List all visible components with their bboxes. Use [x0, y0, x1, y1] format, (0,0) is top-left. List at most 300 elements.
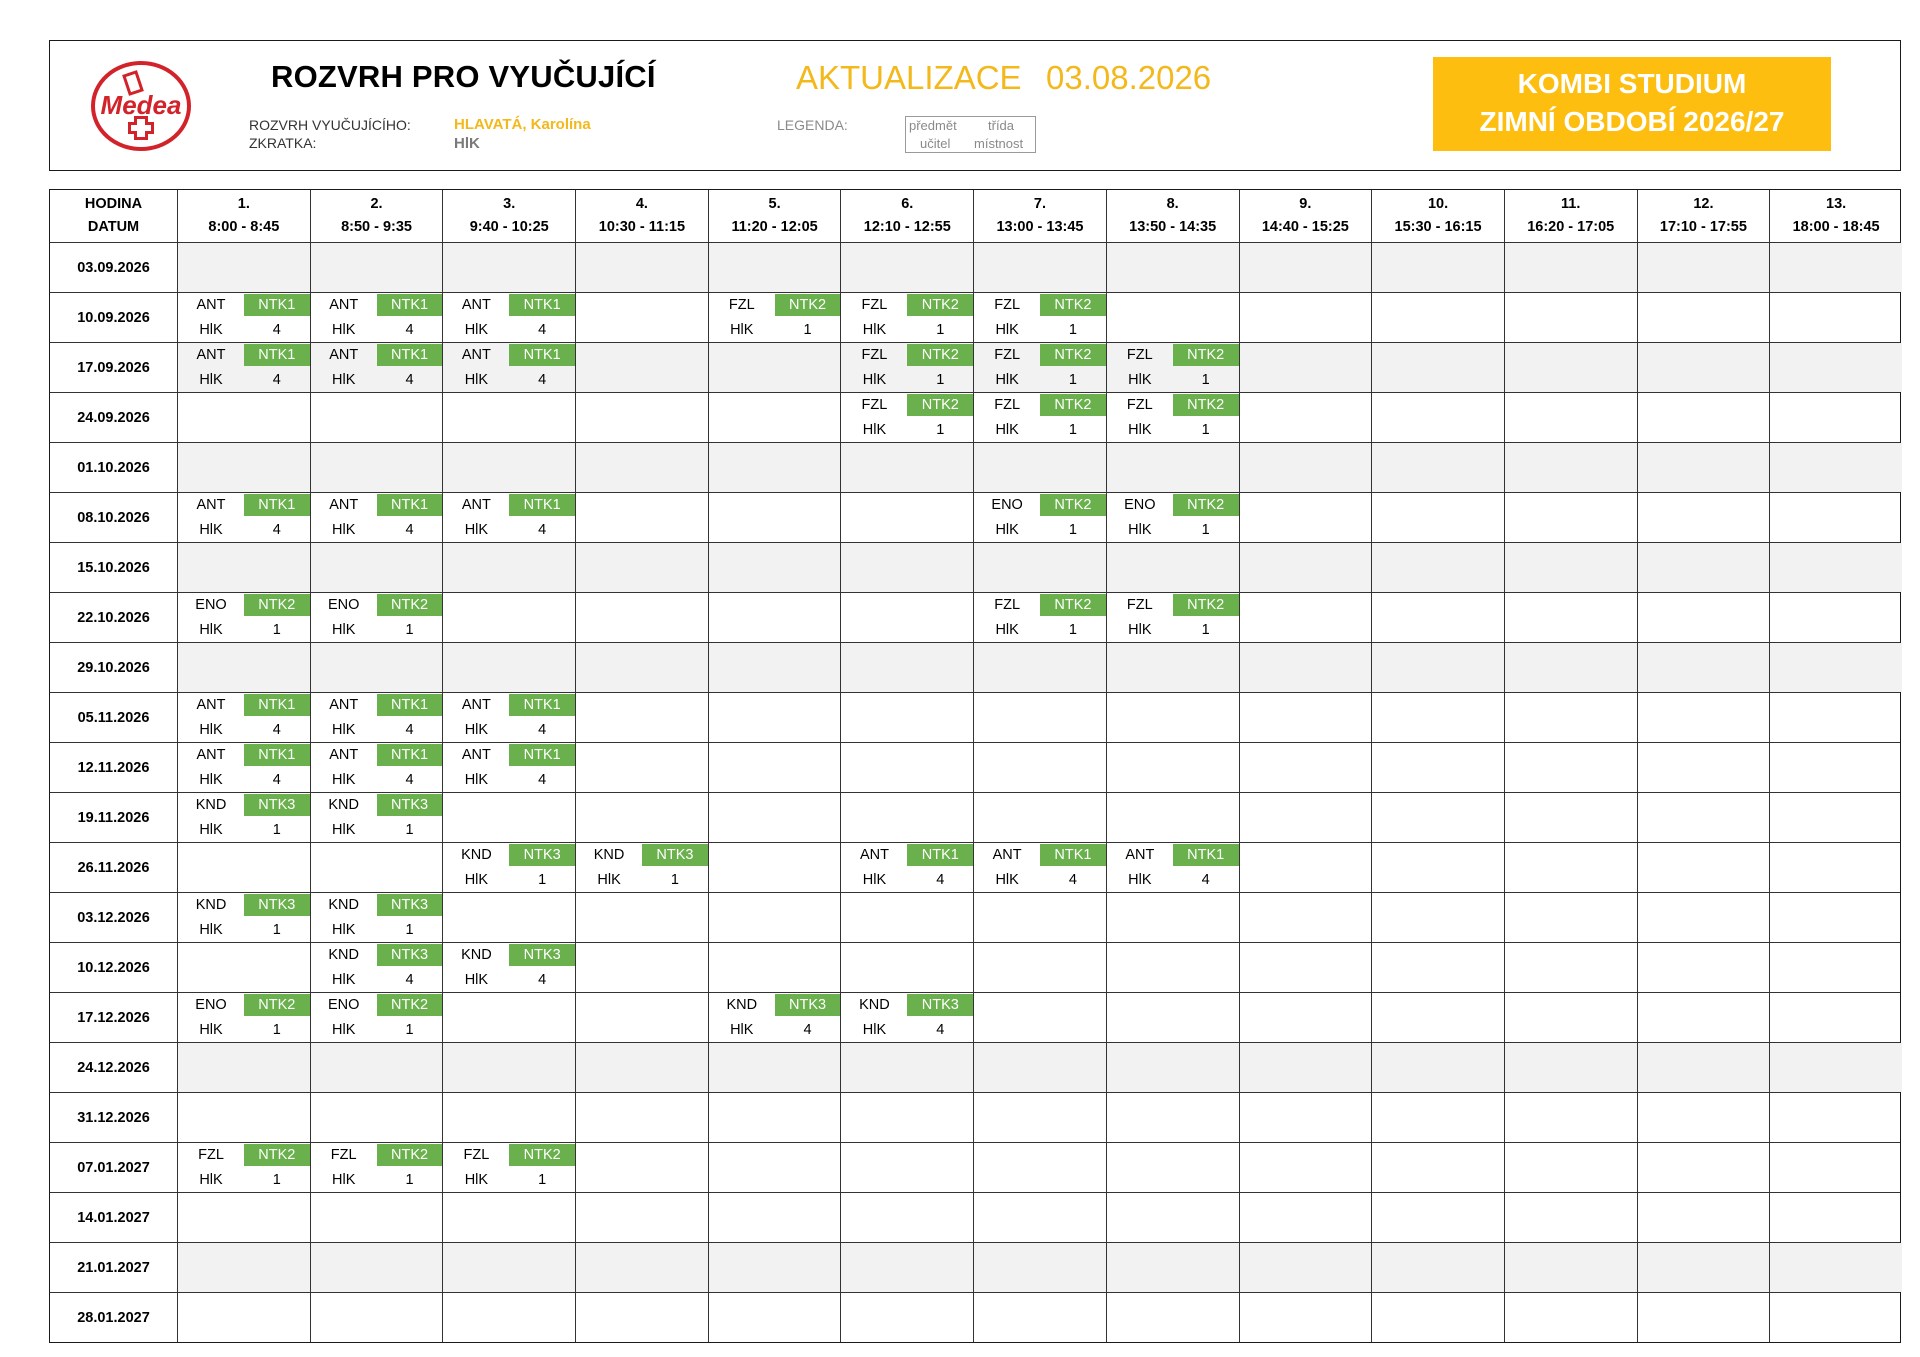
schedule-cell [1504, 1043, 1637, 1092]
schedule-cell [1106, 443, 1239, 492]
lesson-teacher: HlK [995, 372, 1019, 388]
schedule-cell [1239, 1093, 1372, 1142]
schedule-cell [1371, 393, 1504, 442]
medea-logo-icon [90, 60, 192, 152]
schedule-cell [708, 943, 841, 992]
schedule-cell [973, 1093, 1106, 1142]
lesson-class: NTK1 [377, 744, 443, 766]
schedule-cell [1769, 243, 1902, 292]
lesson [311, 1143, 443, 1192]
lesson-subject: FZL [728, 297, 755, 313]
date-cell: 29.10.2026 [77, 659, 150, 676]
period-number: 9. [1299, 196, 1312, 212]
schedule-cell [708, 993, 841, 1042]
period-time: 11:20 - 12:05 [731, 219, 818, 235]
period-header [310, 190, 443, 242]
schedule-cell [1637, 1243, 1770, 1292]
schedule-cell [708, 1193, 841, 1242]
schedule-cell [575, 943, 708, 992]
schedule-cell [1106, 543, 1239, 592]
lesson [311, 893, 443, 942]
lesson-subject: KND [195, 797, 227, 813]
legend-class: třída [988, 118, 1015, 133]
table-row [50, 592, 1900, 642]
schedule-cell [840, 293, 973, 342]
date-cell: 07.01.2027 [77, 1159, 150, 1176]
schedule-cell [310, 843, 443, 892]
period-number: 12. [1693, 196, 1714, 212]
corner-date-label: DATUM [87, 219, 140, 235]
schedule-cell [575, 843, 708, 892]
lesson-class: NTK1 [244, 344, 310, 366]
lesson [841, 293, 973, 342]
lesson-subject: ENO [1124, 497, 1156, 513]
schedule-cell [442, 393, 575, 442]
schedule-cell [575, 1193, 708, 1242]
schedule-cell [1239, 993, 1372, 1042]
lesson [974, 343, 1106, 392]
schedule-cell [1504, 693, 1637, 742]
lesson-class: NTK2 [1040, 344, 1106, 366]
schedule-cell [310, 1193, 443, 1242]
schedule-cell [310, 743, 443, 792]
schedule-cell [840, 493, 973, 542]
schedule-cell [708, 743, 841, 792]
schedule-cell [1371, 743, 1504, 792]
schedule-cell [442, 1143, 575, 1192]
schedule-cell [310, 943, 443, 992]
lesson [841, 993, 973, 1042]
lesson [311, 743, 443, 792]
schedule-cell [177, 893, 310, 942]
lesson-teacher: HlK [862, 422, 887, 438]
lesson [178, 993, 310, 1042]
schedule-cell [442, 1193, 575, 1242]
schedule-cell [1504, 643, 1637, 692]
schedule-cell [1504, 1293, 1637, 1342]
schedule-cell [442, 593, 575, 642]
schedule-cell [442, 793, 575, 842]
lesson-class: NTK2 [1173, 594, 1239, 616]
table-row [50, 892, 1900, 942]
lesson [1107, 493, 1239, 542]
schedule-cell [1504, 1143, 1637, 1192]
lesson-teacher: HlK [730, 322, 754, 338]
lesson [443, 493, 575, 542]
lesson [178, 793, 310, 842]
lesson-room: 4 [936, 872, 945, 888]
schedule-cell [310, 343, 443, 392]
schedule-cell [840, 943, 973, 992]
schedule-cell [1106, 793, 1239, 842]
lesson-subject: ANT [196, 697, 226, 713]
schedule-cell [1106, 643, 1239, 692]
lesson-teacher: HlK [597, 872, 621, 888]
schedule-cell [973, 243, 1106, 292]
period-number: 6. [901, 196, 914, 212]
lesson-teacher: HlK [199, 822, 223, 838]
lesson [1107, 343, 1239, 392]
table-row [50, 942, 1900, 992]
period-number: 4. [635, 196, 648, 212]
lesson-subject: ENO [327, 997, 360, 1013]
lesson-teacher: HlK [464, 372, 489, 388]
schedule-cell [442, 493, 575, 542]
update-label: AKTUALIZACE [796, 59, 1022, 96]
date-cell: 10.12.2026 [77, 959, 150, 976]
lesson-class: NTK2 [244, 594, 310, 616]
schedule-cell [1637, 293, 1770, 342]
schedule-cell [310, 793, 443, 842]
schedule-cell [1239, 843, 1372, 892]
lesson-teacher: HlK [862, 322, 887, 338]
schedule-cell [575, 1043, 708, 1092]
date-cell: 28.01.2027 [77, 1309, 150, 1326]
lesson-teacher: HlK [1128, 872, 1152, 888]
schedule-cell [1371, 943, 1504, 992]
lesson-teacher: HlK [995, 872, 1019, 888]
schedule-cell [442, 243, 575, 292]
lesson [443, 843, 575, 892]
lesson-teacher: HlK [995, 622, 1019, 638]
period-number: 5. [768, 196, 781, 212]
schedule-cell [310, 693, 443, 742]
lesson-subject: FZL [330, 1147, 357, 1163]
schedule-cell [1371, 443, 1504, 492]
schedule-cell [1504, 993, 1637, 1042]
lesson-room: 4 [272, 772, 281, 788]
period-number: 10. [1427, 196, 1449, 212]
lesson [311, 793, 443, 842]
lesson-teacher: HlK [995, 422, 1019, 438]
lesson-teacher: HlK [332, 1022, 356, 1038]
schedule-cell [310, 493, 443, 542]
table-row [50, 692, 1900, 742]
schedule-cell [442, 543, 575, 592]
schedule-cell [1106, 843, 1239, 892]
table-row [50, 242, 1900, 292]
date-cell: 21.01.2027 [77, 1259, 150, 1276]
schedule-cell [1106, 243, 1239, 292]
schedule-cell [1637, 243, 1770, 292]
lesson-room: 4 [272, 322, 281, 338]
banner-line-2: ZIMNÍ OBDOBÍ 2026/27 [1479, 106, 1785, 137]
lesson [178, 593, 310, 642]
lesson-subject: KND [461, 947, 492, 963]
lesson-class: NTK2 [907, 344, 973, 366]
schedule-cell [1504, 743, 1637, 792]
lesson [974, 393, 1106, 442]
schedule-cell [1637, 843, 1770, 892]
table-row [50, 742, 1900, 792]
lesson-teacher: HlK [332, 522, 356, 538]
schedule-cell [1637, 543, 1770, 592]
schedule-cell [1106, 1143, 1239, 1192]
schedule-cell [1371, 993, 1504, 1042]
schedule-cell [840, 743, 973, 792]
legend-room: místnost [974, 136, 1024, 151]
schedule-cell [442, 1243, 575, 1292]
period-number: 1. [237, 196, 250, 212]
period-header [1637, 190, 1770, 242]
lesson-class: NTK2 [244, 994, 310, 1016]
lesson-room: 1 [405, 622, 414, 638]
schedule-cell [840, 843, 973, 892]
lesson-room: 4 [538, 322, 547, 338]
schedule-cell [442, 893, 575, 942]
schedule-cell [177, 993, 310, 1042]
lesson-subject: ANT [1125, 847, 1155, 863]
lesson [178, 293, 310, 342]
lesson-teacher: HlK [199, 372, 223, 388]
lesson-subject: ANT [461, 747, 491, 763]
lesson-subject: KND [328, 947, 359, 963]
schedule-cell [1637, 993, 1770, 1042]
lesson-class: NTK2 [1040, 394, 1106, 416]
schedule-cell [442, 993, 575, 1042]
schedule-cell [177, 1193, 310, 1242]
schedule-cell [840, 893, 973, 942]
schedule-cell [840, 1043, 973, 1092]
schedule-cell [177, 593, 310, 642]
lesson-room: 4 [803, 1022, 812, 1038]
schedule-cell [1106, 1043, 1239, 1092]
schedule-cell [973, 593, 1106, 642]
lesson-subject: KND [461, 847, 492, 863]
date-cell: 19.11.2026 [77, 809, 150, 826]
lesson-room: 1 [272, 1172, 281, 1188]
period-number: 11. [1561, 196, 1581, 212]
schedule-cell [310, 1293, 443, 1342]
schedule-cell [1106, 693, 1239, 742]
lesson [974, 493, 1106, 542]
schedule-cell [840, 1143, 973, 1192]
lesson-room: 1 [272, 1022, 281, 1038]
schedule-cell [1239, 543, 1372, 592]
period-number: 3. [503, 196, 516, 212]
schedule-cell [1106, 1193, 1239, 1242]
schedule-cell [575, 293, 708, 342]
schedule-cell [1637, 793, 1770, 842]
table-row [50, 442, 1900, 492]
lesson-class: NTK2 [907, 394, 973, 416]
schedule-cell [1239, 1293, 1372, 1342]
date-cell: 15.10.2026 [77, 559, 150, 576]
lesson-room: 1 [1068, 422, 1077, 438]
lesson [311, 593, 443, 642]
schedule-cell [840, 443, 973, 492]
schedule-cell [1371, 1243, 1504, 1292]
lesson-class: NTK3 [377, 894, 443, 916]
lesson-class: NTK3 [509, 944, 575, 966]
schedule-cell [310, 1243, 443, 1292]
schedule-cell [1504, 843, 1637, 892]
lesson-subject: ANT [329, 297, 359, 313]
lesson-subject: ANT [196, 497, 226, 513]
lesson [443, 943, 575, 992]
schedule-cell [973, 293, 1106, 342]
lesson [311, 493, 443, 542]
lesson-class: NTK1 [509, 494, 575, 516]
schedule-cell [1106, 1093, 1239, 1142]
lesson-class: NTK3 [775, 994, 841, 1016]
lesson [311, 993, 443, 1042]
period-header [1239, 190, 1372, 242]
lesson-subject: FZL [1126, 597, 1153, 613]
schedule-cell [1504, 793, 1637, 842]
lesson-class: NTK3 [377, 794, 443, 816]
schedule-cell [310, 643, 443, 692]
lesson-subject: FZL [994, 347, 1021, 363]
lesson-room: 4 [405, 722, 414, 738]
lesson-subject: ANT [461, 297, 491, 313]
schedule-cell [708, 293, 841, 342]
lesson-room: 4 [538, 772, 547, 788]
date-cell: 24.12.2026 [77, 1059, 150, 1076]
schedule-cell [1371, 243, 1504, 292]
schedule-cell [310, 1143, 443, 1192]
schedule-cell [177, 693, 310, 742]
table-row [50, 792, 1900, 842]
schedule-cell [177, 443, 310, 492]
legend-box [905, 116, 1036, 153]
lesson-teacher: HlK [332, 722, 356, 738]
lesson-class: NTK1 [377, 494, 443, 516]
schedule-cell [973, 1193, 1106, 1242]
period-header [177, 190, 310, 242]
schedule-cell [442, 693, 575, 742]
schedule-cell [708, 243, 841, 292]
date-cell: 17.09.2026 [77, 359, 150, 376]
lesson-teacher: HlK [1128, 622, 1152, 638]
lesson [576, 843, 708, 892]
lesson-teacher: HlK [862, 872, 887, 888]
lesson-class: NTK3 [907, 994, 973, 1016]
lesson-room: 1 [1201, 622, 1210, 638]
schedule-cell [1239, 743, 1372, 792]
schedule-cell [973, 393, 1106, 442]
lesson-class: NTK1 [509, 344, 575, 366]
date-cell: 08.10.2026 [77, 509, 150, 526]
lesson-room: 1 [670, 872, 679, 888]
lesson-room: 1 [272, 822, 281, 838]
schedule-cell [177, 343, 310, 392]
schedule-cell [1106, 943, 1239, 992]
table-row [50, 292, 1900, 342]
lesson-class: NTK2 [1173, 394, 1239, 416]
lesson [178, 343, 310, 392]
period-time: 13:00 - 13:45 [996, 219, 1084, 235]
lesson-class: NTK1 [244, 694, 310, 716]
schedule-cell [840, 693, 973, 742]
lesson-class: NTK2 [1040, 594, 1106, 616]
lesson-subject: FZL [861, 397, 888, 413]
lesson-subject: ENO [195, 997, 227, 1013]
schedule-cell [1637, 1293, 1770, 1342]
period-header [575, 190, 708, 242]
schedule-cell [1106, 1293, 1239, 1342]
lesson-teacher: HlK [1128, 372, 1152, 388]
period-number: 2. [370, 196, 383, 212]
lesson-room: 1 [538, 1172, 547, 1188]
schedule-cell [1106, 893, 1239, 942]
lesson-teacher: HlK [332, 972, 356, 988]
lesson-class: NTK1 [509, 744, 575, 766]
lesson-subject: ANT [329, 697, 359, 713]
schedule-cell [177, 743, 310, 792]
period-number: 13. [1826, 196, 1847, 212]
schedule-cell [1239, 393, 1372, 442]
schedule-cell [708, 893, 841, 942]
lesson-room: 1 [405, 1022, 414, 1038]
lesson-class: NTK2 [775, 294, 841, 316]
table-row [50, 1092, 1900, 1142]
lesson [443, 743, 575, 792]
schedule-cell [1239, 943, 1372, 992]
schedule-cell [177, 493, 310, 542]
lesson-subject: ENO [195, 597, 227, 613]
schedule-cell [840, 393, 973, 442]
schedule-cell [575, 393, 708, 442]
schedule-cell [177, 843, 310, 892]
lesson [178, 743, 310, 792]
period-time: 14:40 - 15:25 [1261, 219, 1349, 235]
lesson-class: NTK2 [509, 1144, 575, 1166]
schedule-cell [1504, 393, 1637, 442]
table-row [50, 1042, 1900, 1092]
schedule-cell [973, 793, 1106, 842]
schedule-cell [708, 1043, 841, 1092]
schedule-cell [840, 243, 973, 292]
schedule-cell [973, 843, 1106, 892]
schedule-cell [1371, 643, 1504, 692]
schedule-header [49, 40, 1901, 171]
schedule-cell [575, 643, 708, 692]
schedule-table [49, 189, 1901, 1343]
lesson-room: 1 [405, 1172, 414, 1188]
svg-text:Medea: Medea [100, 90, 182, 120]
lesson-subject: ANT [992, 847, 1022, 863]
lesson-room: 4 [538, 372, 547, 388]
lesson-room: 4 [1068, 872, 1077, 888]
lesson [443, 1143, 575, 1192]
period-time: 9:40 - 10:25 [469, 219, 549, 235]
lesson-teacher: HlK [199, 1022, 223, 1038]
schedule-cell [575, 443, 708, 492]
schedule-cell [442, 1043, 575, 1092]
date-cell: 17.12.2026 [77, 1009, 150, 1026]
schedule-cell [1637, 343, 1770, 392]
schedule-cell [1371, 1043, 1504, 1092]
lesson-room: 1 [405, 922, 414, 938]
schedule-cell [1239, 1143, 1372, 1192]
schedule-cell [1371, 493, 1504, 542]
schedule-cell [1239, 493, 1372, 542]
schedule-cell [840, 1093, 973, 1142]
schedule-cell [1637, 693, 1770, 742]
schedule-cell [1239, 1243, 1372, 1292]
lesson [841, 843, 973, 892]
schedule-cell [1371, 793, 1504, 842]
schedule-cell [1504, 493, 1637, 542]
lesson-class: NTK1 [509, 694, 575, 716]
date-cell: 22.10.2026 [77, 609, 150, 626]
lesson-class: NTK2 [377, 994, 443, 1016]
update-date: 03.08.2026 [1046, 59, 1212, 96]
lesson-room: 4 [538, 722, 547, 738]
schedule-cell [1239, 693, 1372, 742]
lesson-class: NTK1 [377, 694, 443, 716]
